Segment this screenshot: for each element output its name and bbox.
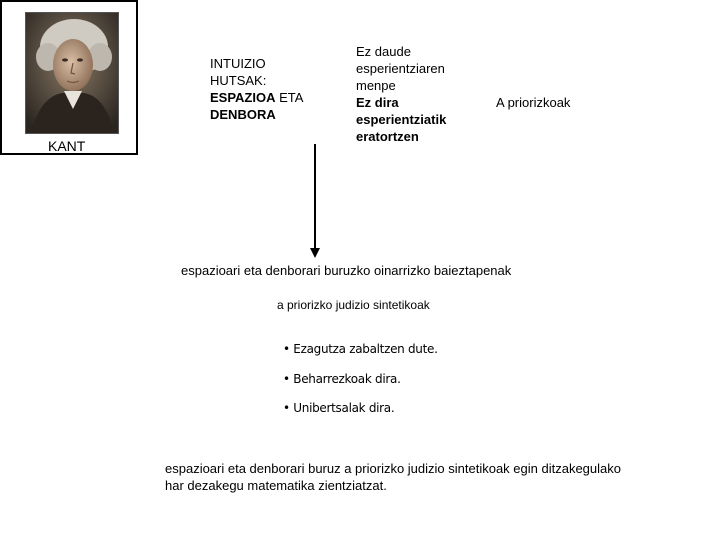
bullet-icon: • bbox=[283, 342, 290, 356]
intuizio-line-2: HUTSAK: bbox=[210, 73, 267, 88]
basic-statements-line: espazioari eta denborari buruzko oinarrizko baieztapenak bbox=[181, 263, 512, 278]
espazioa-word: ESPAZIOA bbox=[210, 90, 276, 105]
bullet-text: Unibertsalak dira. bbox=[293, 401, 395, 415]
bullet-text: Beharrezkoak dira. bbox=[293, 372, 401, 386]
intuizio-line-1: INTUIZIO bbox=[210, 56, 266, 71]
eta-word: ETA bbox=[275, 90, 304, 105]
bullet-icon: • bbox=[283, 401, 290, 415]
kant-portrait-image bbox=[25, 12, 119, 134]
pure-intuitions-text bbox=[210, 55, 330, 123]
kant-portrait-frame bbox=[0, 0, 138, 155]
conclusion-line-2: har dezakegu matematika zientziatzat. bbox=[165, 478, 387, 493]
bullet-item bbox=[283, 401, 394, 415]
intuizio-line-3 bbox=[210, 89, 330, 106]
portrait-caption: KANT bbox=[48, 138, 86, 154]
denbora-word: DENBORA bbox=[210, 107, 276, 122]
conclusion-text bbox=[165, 460, 685, 494]
kant-portrait-drawing bbox=[26, 13, 118, 133]
ez-daude-line-1: Ez daude bbox=[356, 44, 411, 59]
a-priorizkoak-label: A priorizkoak bbox=[496, 95, 571, 110]
independent-of-experience-text bbox=[356, 43, 476, 145]
bullet-item bbox=[283, 342, 438, 356]
ez-dira-line-2: esperientziatik bbox=[356, 112, 447, 127]
ez-dira-line-3: eratortzen bbox=[356, 129, 419, 144]
down-arrow-icon bbox=[305, 144, 325, 260]
bullet-item bbox=[283, 372, 401, 386]
synthetic-judgments-line: a priorizko judizio sintetikoak bbox=[277, 298, 430, 312]
ez-dira-line-1: Ez dira bbox=[356, 95, 399, 110]
bullet-text: Ezagutza zabaltzen dute. bbox=[293, 342, 438, 356]
bullet-icon: • bbox=[283, 372, 290, 386]
ez-daude-line-2: esperientziaren bbox=[356, 61, 445, 76]
conclusion-line-1: espazioari eta denborari buruz a priorizko judizio sintetikoak egin ditzakegulako bbox=[165, 461, 621, 476]
ez-daude-line-3: menpe bbox=[356, 78, 396, 93]
